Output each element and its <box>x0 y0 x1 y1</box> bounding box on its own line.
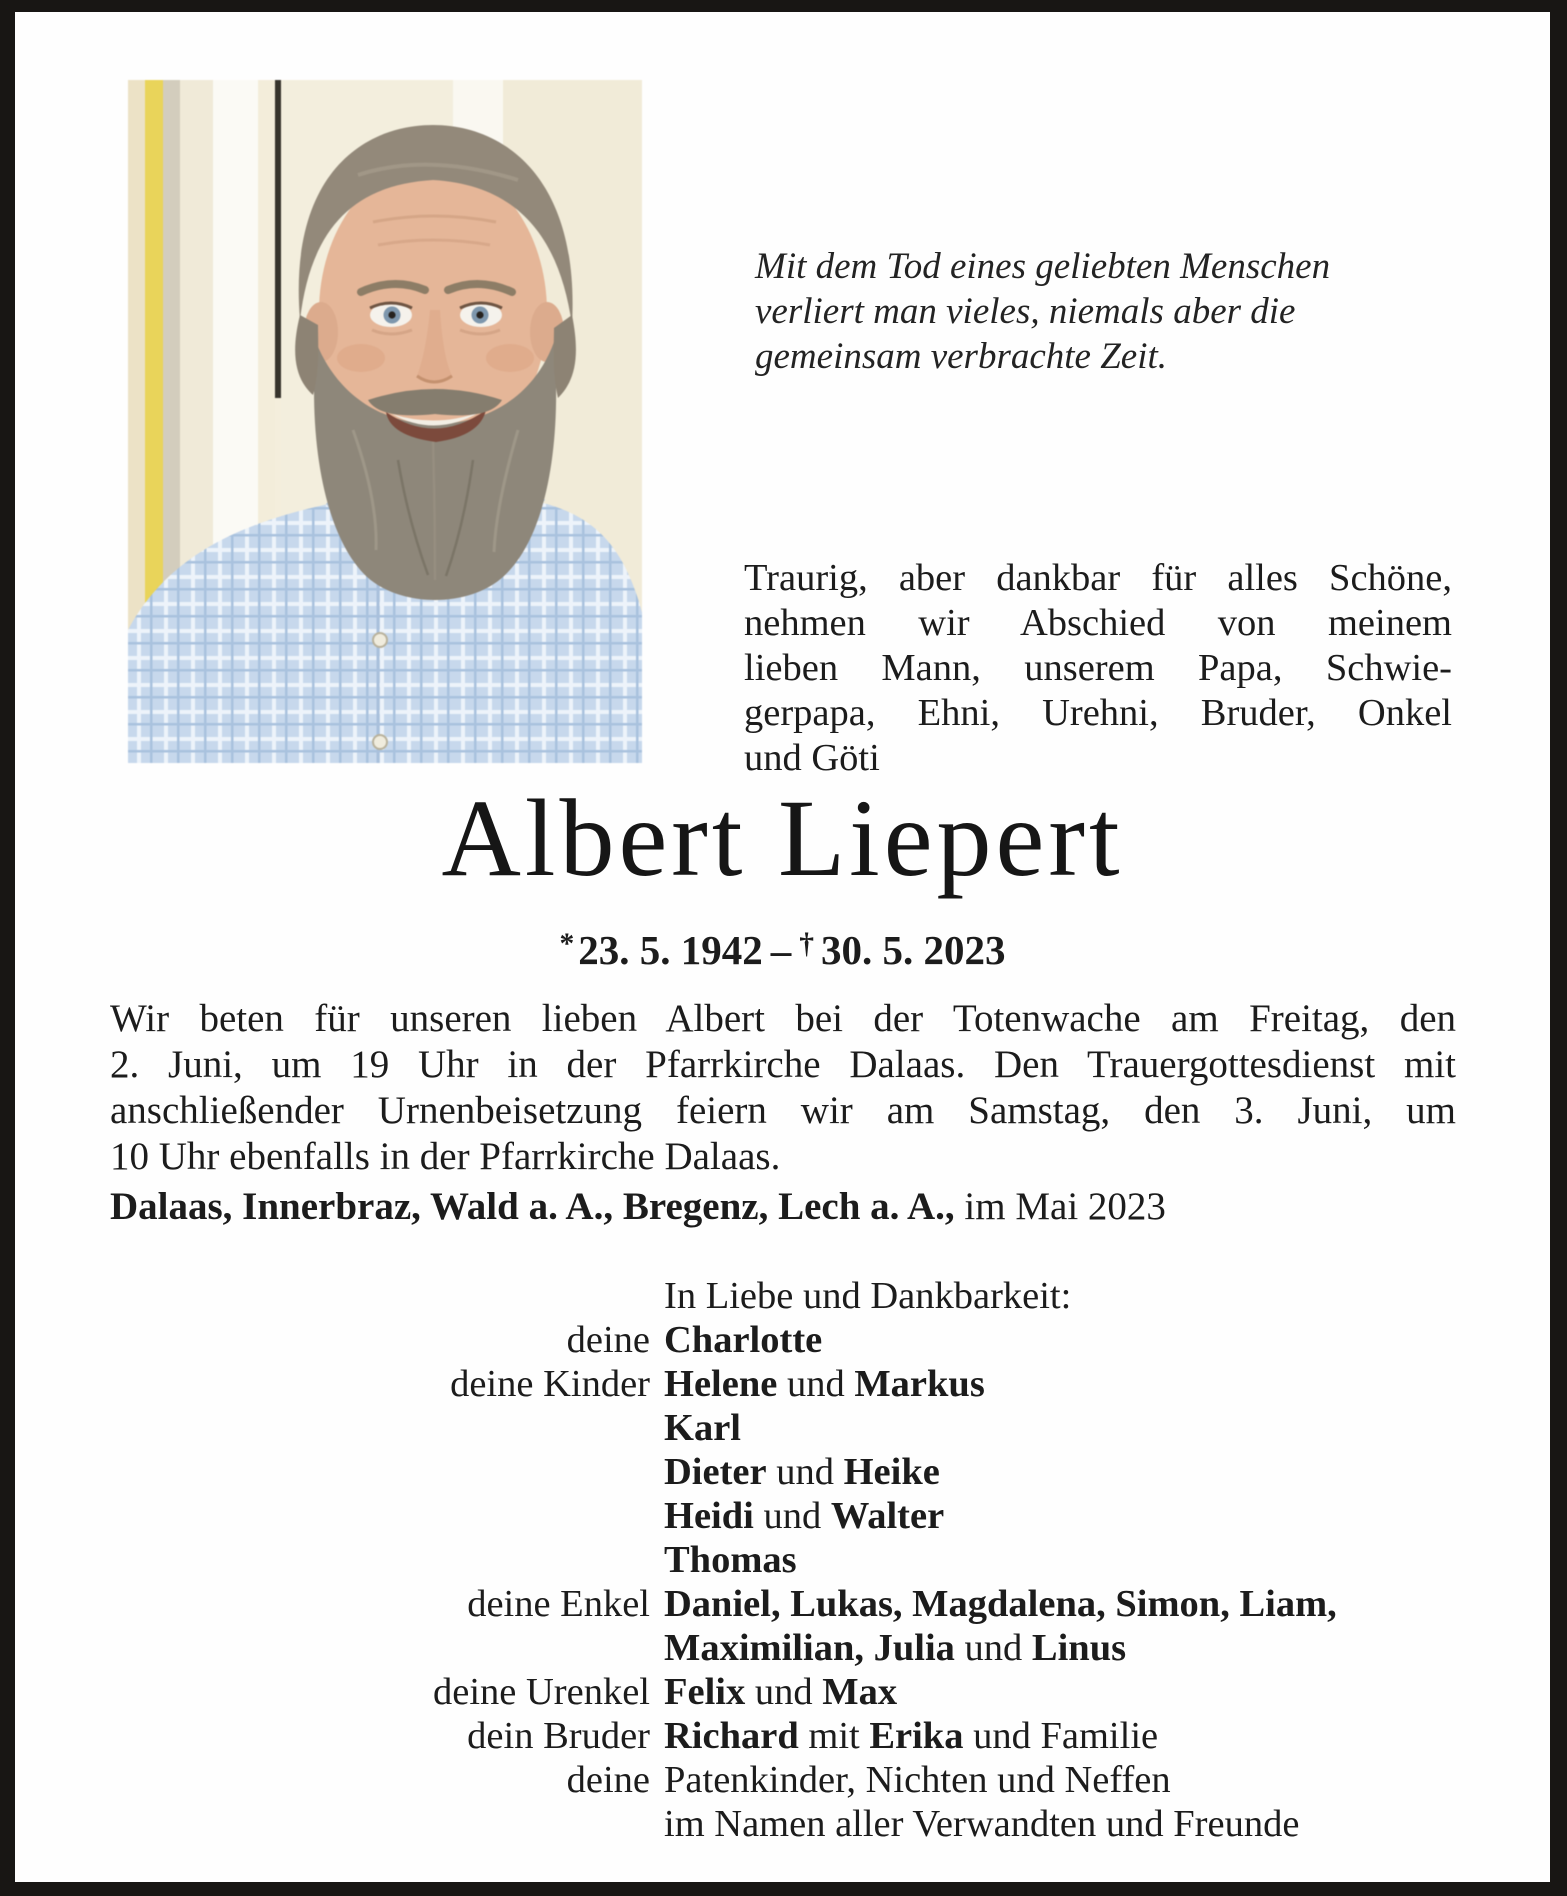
family-names <box>664 1362 985 1406</box>
family-name-part: Charlotte <box>664 1319 823 1361</box>
dates-separator: – <box>770 927 792 974</box>
quote-line: verliert man vieles, niemals aber die <box>755 291 1296 332</box>
announcement-line: 10 Uhr ebenfalls in der Pfarrkirche Dalaas. <box>110 1135 781 1178</box>
family-name-part: Helene <box>664 1363 778 1405</box>
family-row <box>110 1494 1530 1538</box>
family-name-part: Heike <box>843 1451 940 1493</box>
life-dates <box>110 920 1455 974</box>
family-row <box>110 1538 1530 1582</box>
family-names <box>664 1582 1337 1626</box>
death-symbol: † <box>799 928 815 960</box>
intro-line: Traurig, aber dankbar für alles Schöne, <box>744 557 1452 599</box>
family-name-part: Felix <box>664 1671 746 1713</box>
family-row <box>110 1670 1530 1714</box>
family-name-part: Markus <box>854 1363 985 1405</box>
birth-date: 23. 5. 1942 <box>578 927 763 974</box>
family-name-part: im Namen aller Verwandten und Freunde <box>664 1803 1300 1845</box>
birth-symbol: * <box>559 928 575 960</box>
intro-line: lieben Mann, unserem Papa, Schwie- <box>744 647 1452 689</box>
intro-line: und Göti <box>744 737 880 779</box>
family-relation-label: deine <box>566 1759 650 1801</box>
announcement-line: 2. Juni, um 19 Uhr in der Pfarrkirche Dalaas. Den Trauergottesdienst mit <box>110 1043 1456 1086</box>
family-name-part: und <box>766 1451 844 1493</box>
quote-line: Mit dem Tod eines geliebten Menschen <box>755 246 1331 287</box>
family-names <box>664 1538 797 1582</box>
dateline-date: im Mai 2023 <box>954 1185 1166 1228</box>
family-names <box>664 1450 940 1494</box>
family-name-part: und <box>777 1363 855 1405</box>
family-row <box>110 1450 1530 1494</box>
intro-paragraph <box>744 556 1452 781</box>
family-relation-label <box>110 1494 650 1538</box>
portrait-photo <box>128 80 642 763</box>
quote-line: gemeinsam verbrachte Zeit. <box>755 336 1168 377</box>
family-names <box>664 1714 1158 1758</box>
places-dateline <box>110 1184 1530 1230</box>
family-name-part: Daniel, Lukas, Magdalena, Simon, Liam, <box>664 1583 1337 1625</box>
family-name-part: und <box>753 1495 831 1537</box>
family-names <box>664 1494 944 1538</box>
family-name-part: Karl <box>664 1407 741 1449</box>
family-relation-label: dein Bruder <box>467 1715 650 1757</box>
family-list <box>110 1318 1530 1846</box>
death-date: 30. 5. 2023 <box>821 927 1006 974</box>
family-row <box>110 1406 1530 1450</box>
family-name-part: und Familie <box>963 1715 1159 1757</box>
family-relation-label <box>110 1802 650 1846</box>
family-name-part: Maximilian, Julia <box>664 1627 955 1669</box>
obituary-page <box>15 12 1550 1882</box>
announcement-line: anschließender Urnenbeisetzung feiern wir am Samstag, den 3. Juni, um <box>110 1089 1456 1132</box>
family-relation-label <box>110 1626 650 1670</box>
family-relation-label <box>110 1450 650 1494</box>
family-name-part: mit <box>798 1715 870 1757</box>
family-row <box>110 1802 1530 1846</box>
family-row <box>110 1362 1530 1406</box>
family-relation-label: deine Urenkel <box>433 1671 650 1713</box>
family-name-part: Max <box>822 1671 898 1713</box>
family-name-part: Heidi <box>664 1495 754 1537</box>
intro-line: nehmen wir Abschied von meinem <box>744 602 1452 644</box>
family-relation-label: deine <box>566 1319 650 1361</box>
family-relation-label <box>110 1406 650 1450</box>
closing-line: In Liebe und Dankbarkeit: <box>664 1275 1072 1317</box>
family-names <box>664 1758 1171 1802</box>
family-name-part: Linus <box>1031 1627 1127 1669</box>
family-name-part: Patenkinder, Nichten und Neffen <box>664 1759 1171 1801</box>
portrait-illustration <box>128 80 642 763</box>
family-names <box>664 1802 1299 1846</box>
intro-line: gerpapa, Ehni, Urehni, Bruder, Onkel <box>744 692 1452 734</box>
family-relation-label <box>110 1538 650 1582</box>
family-relation-label: deine Enkel <box>467 1583 650 1625</box>
announcement-paragraph <box>110 996 1456 1180</box>
deceased-name: Albert Liepert <box>441 777 1124 899</box>
family-name-part: Erika <box>869 1715 964 1757</box>
family-row <box>110 1758 1530 1802</box>
announcement-line: Wir beten für unseren lieben Albert bei der Totenwache am Freitag, den <box>110 997 1456 1040</box>
family-row <box>110 1626 1530 1670</box>
family-name-part: und <box>745 1671 823 1713</box>
family-names <box>664 1626 1126 1670</box>
family-name-part: Walter <box>830 1495 945 1537</box>
family-relation-label: deine Kinder <box>450 1363 650 1405</box>
family-name-part: Richard <box>664 1715 799 1757</box>
family-names <box>664 1670 897 1714</box>
family-row <box>110 1582 1530 1626</box>
family-name-part: Thomas <box>664 1539 797 1581</box>
memorial-quote <box>755 244 1420 379</box>
family-names <box>664 1318 822 1362</box>
family-names <box>664 1406 741 1450</box>
family-name-part: und <box>954 1627 1032 1669</box>
family-name-part: Dieter <box>664 1451 767 1493</box>
places-list: Dalaas, Innerbraz, Wald a. A., Bregenz, Lech a. A., <box>110 1185 955 1228</box>
family-row <box>110 1714 1530 1758</box>
family-row <box>110 1318 1530 1362</box>
